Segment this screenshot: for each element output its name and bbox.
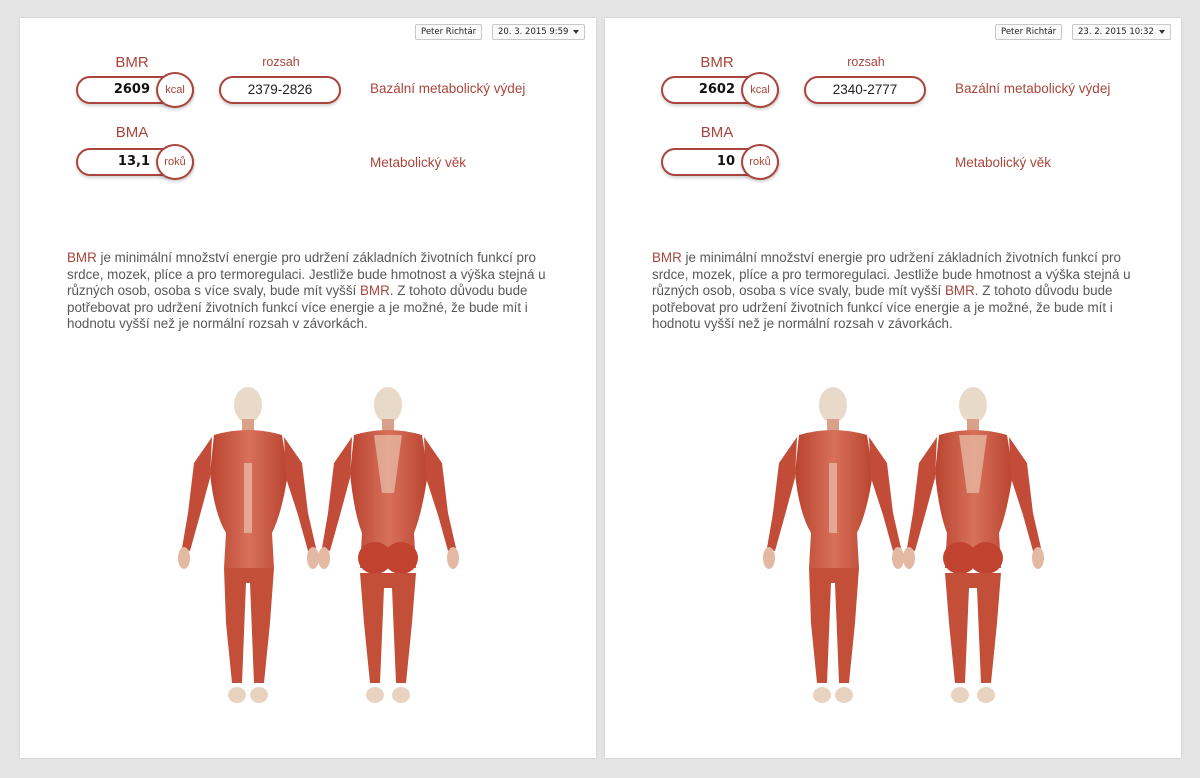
- result-panel-left: [20, 18, 596, 758]
- bma-label: BMA: [115, 124, 149, 141]
- bmr-value-field: [76, 76, 194, 104]
- bmr-unit: kcal: [156, 72, 194, 108]
- bmr-description: Bazální metabolický výdej: [370, 81, 526, 96]
- bma-value: 13,1: [117, 154, 150, 169]
- bma-value: 10: [716, 154, 735, 169]
- bmr-label: BMR: [115, 54, 149, 71]
- bma-description: Metabolický věk: [370, 155, 467, 170]
- explanation-part-1: je minimální množství energie pro udržení základních životních funkcí pro srdce, mozek, plíce a pro termoregulaci. Jestliže bude hmotnost a výška stejná u různých osob, osoba s více svaly, bude mít vyšší: [67, 250, 546, 299]
- front-view-figure: [763, 387, 904, 703]
- user-name-chip[interactable]: Peter Richtár: [415, 24, 482, 40]
- bmr-value: 2609: [113, 82, 150, 97]
- bmr-value-field: [661, 76, 779, 104]
- explanation-part-2: . Z tohoto důvodu bude potřebovat pro udržení životních funkcí více energie a je možné, že bude mít i hodnotu vyšší než je normální rozsah v závorkách.: [652, 283, 1113, 332]
- bmr-value: 2602: [698, 82, 735, 97]
- bmr-explanation: [67, 250, 567, 333]
- bmr-unit: kcal: [741, 72, 779, 108]
- date-value: 20. 3. 2015 9:59: [498, 27, 569, 37]
- bmr-label: BMR: [700, 54, 734, 71]
- measurement-date-select[interactable]: [1072, 24, 1171, 40]
- explanation-part-2: . Z tohoto důvodu bude potřebovat pro udržení životních funkcí více energie a je možné, že bude mít i hodnotu vyšší než je normální rozsah v závorkách.: [67, 283, 528, 332]
- front-view-figure: [178, 387, 319, 703]
- muscle-anatomy-icon: [755, 383, 1045, 713]
- bmr-range-field: [219, 76, 341, 104]
- bma-label: BMA: [700, 124, 734, 141]
- range-value: 2340-2777: [832, 82, 898, 97]
- bmr-term: BMR: [67, 250, 97, 265]
- user-name-chip[interactable]: Peter Richtár: [995, 24, 1062, 40]
- bma-unit: roků: [741, 144, 779, 180]
- bma-value-field: [76, 148, 194, 176]
- bmr-description: Bazální metabolický výdej: [955, 81, 1111, 96]
- chevron-down-icon: [573, 30, 579, 34]
- bmr-term: BMR: [652, 250, 682, 265]
- result-panel-right: [605, 18, 1181, 758]
- bma-description: Metabolický věk: [955, 155, 1052, 170]
- bmr-range-field: [804, 76, 926, 104]
- measurement-date-select[interactable]: [492, 24, 585, 40]
- muscle-anatomy-icon: [170, 383, 460, 713]
- chevron-down-icon: [1159, 30, 1165, 34]
- range-value: 2379-2826: [247, 82, 313, 97]
- bma-unit: roků: [156, 144, 194, 180]
- bmr-term: BMR: [360, 283, 390, 299]
- bma-value-field: [661, 148, 779, 176]
- date-value: 23. 2. 2015 10:32: [1078, 27, 1154, 37]
- explanation-part-1: je minimální množství energie pro udržení základních životních funkcí pro srdce, mozek, plíce a pro termoregulaci. Jestliže bude hmotnost a výška stejná u různých osob, osoba s více svaly, bude mít vyšší: [652, 250, 1131, 299]
- back-view-figure: [903, 387, 1044, 703]
- back-view-figure: [318, 387, 459, 703]
- range-label: rozsah: [262, 55, 300, 69]
- bmr-term: BMR: [945, 283, 975, 299]
- bmr-explanation: [652, 250, 1152, 333]
- range-label: rozsah: [847, 55, 885, 69]
